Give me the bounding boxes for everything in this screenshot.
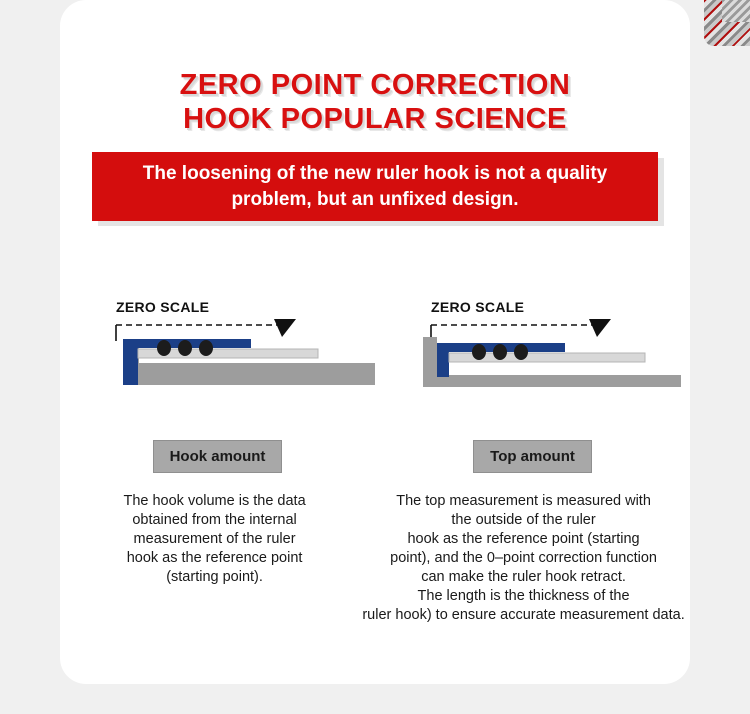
panel-top-amount	[375, 285, 690, 415]
description-line: hook as the reference point (starting	[407, 531, 640, 547]
caliper-body	[423, 375, 681, 387]
caliper-roller-3	[199, 340, 213, 356]
description-line: the outside of the ruler	[451, 512, 596, 528]
description-line: hook as the reference point	[126, 550, 303, 566]
hook-amount-chip: Hook amount	[153, 440, 283, 473]
page-title	[60, 68, 690, 136]
highlight-banner	[92, 152, 658, 221]
caliper-body	[123, 363, 375, 385]
amount-cell-right	[375, 440, 690, 473]
banner-line-1: The loosening of the new ruler hook is not a quality	[142, 163, 608, 184]
description-top-amount	[357, 492, 690, 625]
caliper-roller-3	[514, 344, 528, 360]
description-line: The hook volume is the data	[123, 493, 306, 509]
description-line: measurement of the ruler	[133, 531, 296, 547]
caliper-diagram-top-amount	[375, 285, 690, 415]
description-row	[60, 492, 690, 625]
page-title-line-1: ZERO POINT CORRECTION	[179, 69, 571, 101]
description-line: (starting point).	[166, 569, 263, 585]
banner-text	[92, 152, 658, 221]
description-line: The top measurement is measured with	[396, 493, 651, 509]
zero-scale-arrow-icon	[589, 319, 611, 337]
banner-line-2: problem, but an unfixed design.	[231, 189, 519, 210]
description-line: can make the ruler hook retract.	[421, 569, 626, 585]
amount-cell-left	[60, 440, 375, 473]
caliper-roller-1	[472, 344, 486, 360]
caliper-roller-2	[178, 340, 192, 356]
amount-chip-row	[60, 440, 690, 473]
infographic-card	[60, 0, 690, 684]
zero-scale-label-left: ZERO SCALE	[116, 299, 210, 315]
diagram-panels	[60, 285, 690, 415]
description-line: point), and the 0–point correction function	[390, 550, 657, 566]
description-line: ruler hook) to ensure accurate measurement data.	[362, 607, 685, 623]
panel-hook-amount	[60, 285, 375, 415]
description-line: The length is the thickness of the	[417, 588, 630, 604]
description-hook-amount	[60, 492, 369, 587]
caliper-roller-1	[157, 340, 171, 356]
caliper-roller-2	[493, 344, 507, 360]
description-line: obtained from the internal	[132, 512, 297, 528]
page-title-line-2: HOOK POPULAR SCIENCE	[183, 103, 567, 135]
top-amount-chip: Top amount	[473, 440, 592, 473]
striped-corner-decoration-inner-icon	[722, 0, 750, 22]
zero-scale-arrow-icon	[274, 319, 296, 337]
zero-scale-label-right: ZERO SCALE	[431, 299, 525, 315]
caliper-diagram-hook-amount	[60, 285, 375, 415]
